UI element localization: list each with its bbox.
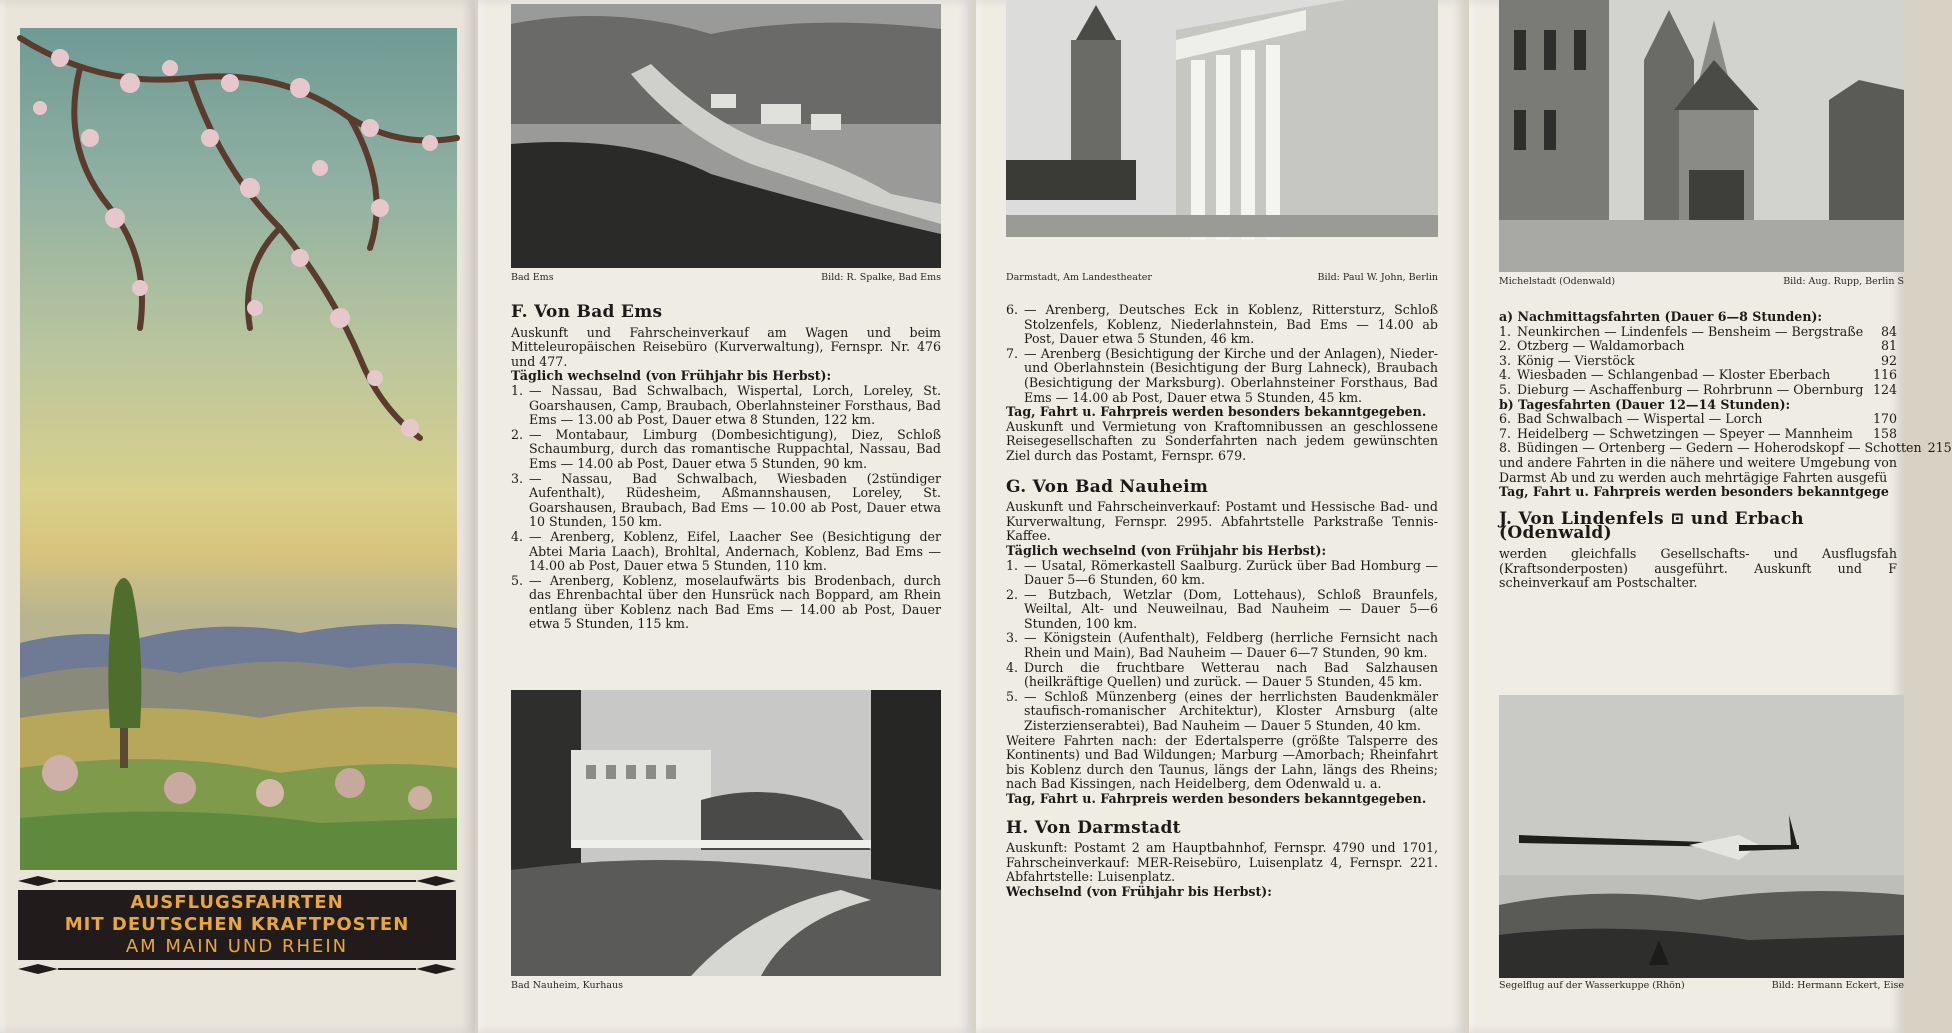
caption-left: Segelflug auf der Wasserkuppe (Rhön)	[1499, 980, 1685, 991]
section-f-intro: Auskunft und Fahrscheinverkauf am Wagen und beim Mitteleuropäischen Reisebüro (Kurverwaltung), Fernspr. Nr. 476 und 477.	[511, 324, 941, 369]
caption-left: Michelstadt (Odenwald)	[1499, 276, 1616, 287]
list-item: 5. — Arenberg, Koblenz, moselaufwärts bis Brodenbach, durch das Ehrenbachtal über den Hunsrück nach Boppard, am Rhein entlang über Koblenz nach Bad Ems — 14.00 ab Post, Dauer etwa 5 Stunden, 115 km.	[511, 572, 941, 632]
caption-credit: Bild: Aug. Rupp, Berlin S	[1783, 276, 1904, 287]
b-list	[1499, 411, 1952, 456]
section-j-heading: J. Von Lindenfels ⊡ und Erbach (Odenwald)	[1499, 508, 1804, 544]
route-row: 3. König — Vierstöck 92	[1499, 352, 1897, 368]
a-label: a) Nachmittagsfahrten (Dauer 6—8 Stunden):	[1499, 309, 1823, 324]
caption-left: Bad Nauheim, Kurhaus	[511, 980, 623, 991]
photo-bad-ems	[511, 4, 941, 268]
route-row: 1. Neunkirchen — Lindenfels — Bensheim — Bergstraße 84	[1499, 323, 1897, 339]
section-h-heading: H. Von Darmstadt	[1006, 817, 1181, 838]
list-item: 2. — Montabaur, Limburg (Dombesichtigung), Diez, Schloß Schaumburg, durch das romantische Ruppachtal, Nassau, Bad Ems — 14.00 ab Post, Dauer etwa 5 Stunden, 90 km.	[511, 426, 941, 471]
note: Tag, Fahrt u. Fahrpreis werden besonders bekanntgegeben.	[1006, 404, 1427, 420]
route-row: 5. Dieburg — Aschaffenburg — Rohrbrunn — Obernburg 124	[1499, 381, 1897, 397]
section-g-intro: Auskunft und Fahrscheinverkauf: Postamt und Hessische Bad- und Kurverwaltung, Fernspr. 2995. Abfahrtstelle Parkstraße Tennis-Kaffee.	[1006, 499, 1438, 544]
list-item: 1. — Usatal, Römerkastell Saalburg. Zurück über Bad Homburg — Dauer 5—6 Stunden, 60 km.	[1006, 557, 1438, 588]
section-f-list-continued	[1006, 303, 1438, 405]
note: Tag, Fahrt u. Fahrpreis werden besonders bekanntgegeben.	[1006, 791, 1427, 806]
panel-bad-ems	[478, 0, 973, 1033]
route-row: 8. Büdingen — Ortenberg — Gedern — Hoherodskopf — Schotten 215	[1499, 440, 1952, 456]
photo-bad-ems-caption	[511, 272, 941, 283]
section-f-text	[511, 302, 941, 632]
list-item: 1. — Nassau, Bad Schwalbach, Wispertal, Lorch, Loreley, St. Goarshausen, Camp, Braubach, Oberlahnsteiner Forsthaus, Bad Ems — 13.00 ab Post, Dauer etwa 8 Stunden, 122 km.	[511, 382, 941, 428]
panel-darmstadt-lindenfels	[1469, 0, 1952, 1033]
decorative-border-bottom	[18, 964, 456, 974]
route-row: 6. Bad Schwalbach — Wispertal — Lorch 170	[1499, 411, 1897, 427]
note-rental: Auskunft und Vermietung von Kraftomnibussen an geschlossene Reisegesellschaften zu Sonderfahrten nach jedem gewünschten Ziel durch das Postamt, Fernspr. 679.	[1006, 418, 1438, 463]
list-item: 3. — Königstein (Aufenthalt), Feldberg (herrliche Fernsicht nach Rhein und Main), Bad Nauheim — Dauer 6—7 Stunden, 90 km.	[1006, 630, 1438, 661]
section-g-schedule: Täglich wechselnd (von Frühjahr bis Herbst):	[1006, 542, 1327, 558]
decorative-border-top	[18, 876, 456, 886]
photo-glider-wasserkuppe	[1499, 695, 1904, 978]
caption-credit: Bild: Paul W. John, Berlin	[1317, 272, 1438, 283]
cover-title-line3: AM MAIN UND RHEIN	[125, 936, 349, 957]
section-g-more: Weitere Fahrten nach: der Edertalsperre (größte Talsperre des Kontinents) und Bad Wildungen; Marburg —Amorbach; Rheinfahrt bis Koblenz durch den Taunus, längs der Lahn, längs des Rheins; nach Bad Kissingen, nach Heidelberg, dem Odenwald u. a.	[1006, 732, 1438, 792]
photo-bad-nauheim-caption	[511, 980, 941, 991]
photo-bad-nauheim-kurhaus	[511, 690, 941, 976]
section-h-schedule: Wechselnd (von Frühjahr bis Herbst):	[1006, 883, 1272, 899]
a-list	[1499, 325, 1897, 398]
section-g-list	[1006, 559, 1438, 734]
route-row: 4. Wiesbaden — Schlangenbad — Kloster Eberbach 116	[1499, 367, 1897, 383]
caption-credit: Bild: Hermann Eckert, Eise	[1771, 980, 1904, 991]
list-item: 4. Durch die fruchtbare Wetterau nach Bad Salzhausen (heilkräftige Quellen) und zurück. — Dauer 5 Stunden, 45 km.	[1006, 659, 1438, 690]
cover-title-line2: MIT DEUTSCHEN KRAFTPOSTEN	[64, 914, 410, 935]
more-trips: und andere Fahrten in die nähere und weitere Umgebung von Darmst Ab und zu werden auch mehrtägige Fahrten ausgefü	[1499, 454, 1897, 485]
section-g-heading: G. Von Bad Nauheim	[1006, 476, 1209, 497]
cover-title-banner	[18, 890, 456, 960]
section-h-routes	[1499, 309, 1952, 591]
section-f-schedule: Täglich wechselnd (von Frühjahr bis Herbst):	[511, 368, 832, 384]
note: Tag, Fahrt u. Fahrpreis werden besonders bekanntgege	[1499, 484, 1889, 500]
photo-michelstadt-caption	[1499, 276, 1904, 287]
photo-darmstadt-caption	[1006, 272, 1438, 283]
section-f-continued	[1006, 303, 1438, 900]
route-row: 2. Otzberg — Waldamorbach 81	[1499, 338, 1897, 354]
panel-bad-nauheim-darmstadt	[976, 0, 1466, 1033]
cover-title-line1: AUSFLUGSFAHRTEN	[130, 892, 344, 913]
list-item: 6. — Arenberg, Deutsches Eck in Koblenz, Rittersturz, Schloß Stolzenfels, Koblenz, Niederlahnstein, Bad Ems — 14.00 ab Post, Dauer etwa 5 Stunden, 46 km.	[1006, 302, 1438, 347]
list-item: 5. — Schloß Münzenberg (eines der herrlichsten Baudenkmäler staufisch-romanischer Architektur), Kloster Arnsburg (alte Zisterzienserabtei), Bad Nauheim — Dauer 5 Stunden, 40 km.	[1006, 688, 1438, 734]
section-h-intro: Auskunft: Postamt 2 am Hauptbahnhof, Fernspr. 4790 und 1701, Fahrscheinverkauf: MER-Reisebüro, Luisenplatz 4, Fernspr. 221. Abfahrtstelle: Luisenplatz.	[1006, 840, 1438, 885]
photo-darmstadt-landestheater	[1006, 0, 1438, 237]
section-f-list	[511, 384, 941, 632]
caption-left: Darmstadt, Am Landestheater	[1006, 272, 1152, 283]
section-f-heading: F. Von Bad Ems	[511, 302, 663, 322]
cover-panel	[0, 0, 475, 1033]
list-item: 2. — Butzbach, Wetzlar (Dom, Lottehaus), Schloß Braunfels, Weiltal, Alt- und Neuweilnau, Bad Nauheim — Dauer 5—6 Stunden, 100 km.	[1006, 586, 1438, 631]
caption-credit: Bild: R. Spalke, Bad Ems	[821, 272, 941, 283]
photo-michelstadt	[1499, 0, 1904, 272]
section-j-intro: werden gleichfalls Gesellschafts- und Ausflugsfah (Kraftsonderposten) ausgeführt. Auskunft und F scheinverkauf am Postschalter.	[1499, 545, 1897, 591]
cover-painting	[20, 28, 457, 870]
b-label: b) Tagesfahrten (Dauer 12—14 Stunden):	[1499, 396, 1791, 412]
route-row: 7. Heidelberg — Schwetzingen — Speyer — Mannheim 158	[1499, 425, 1897, 441]
list-item: 3. — Nassau, Bad Schwalbach, Wiesbaden (2stündiger Aufenthalt), Rüdesheim, Aßmannshausen, Loreley, St. Goarshausen, Braubach, Bad Ems — 10.00 ab Post, Dauer etwa 10 Stunden, 150 km.	[511, 470, 941, 530]
caption-left: Bad Ems	[511, 272, 554, 283]
list-item: 4. — Arenberg, Koblenz, Eifel, Laacher See (Besichtigung der Abtei Maria Laach), Brohltal, Andernach, Koblenz, Bad Ems — 14.00 ab Post, Dauer etwa 5 Stunden, 110 km.	[511, 528, 941, 574]
list-item: 7. — Arenberg (Besichtigung der Kirche und der Anlagen), Nieder- und Oberlahnstein (Besichtigung der Burg Lahneck), Braubach (Besichtigung der Marksburg). Oberlahnsteiner Forsthaus, Bad Ems — 14.00 ab Post, Dauer etwa 5 Stunden, 45 km.	[1006, 345, 1438, 405]
photo-glider-caption	[1499, 980, 1904, 991]
